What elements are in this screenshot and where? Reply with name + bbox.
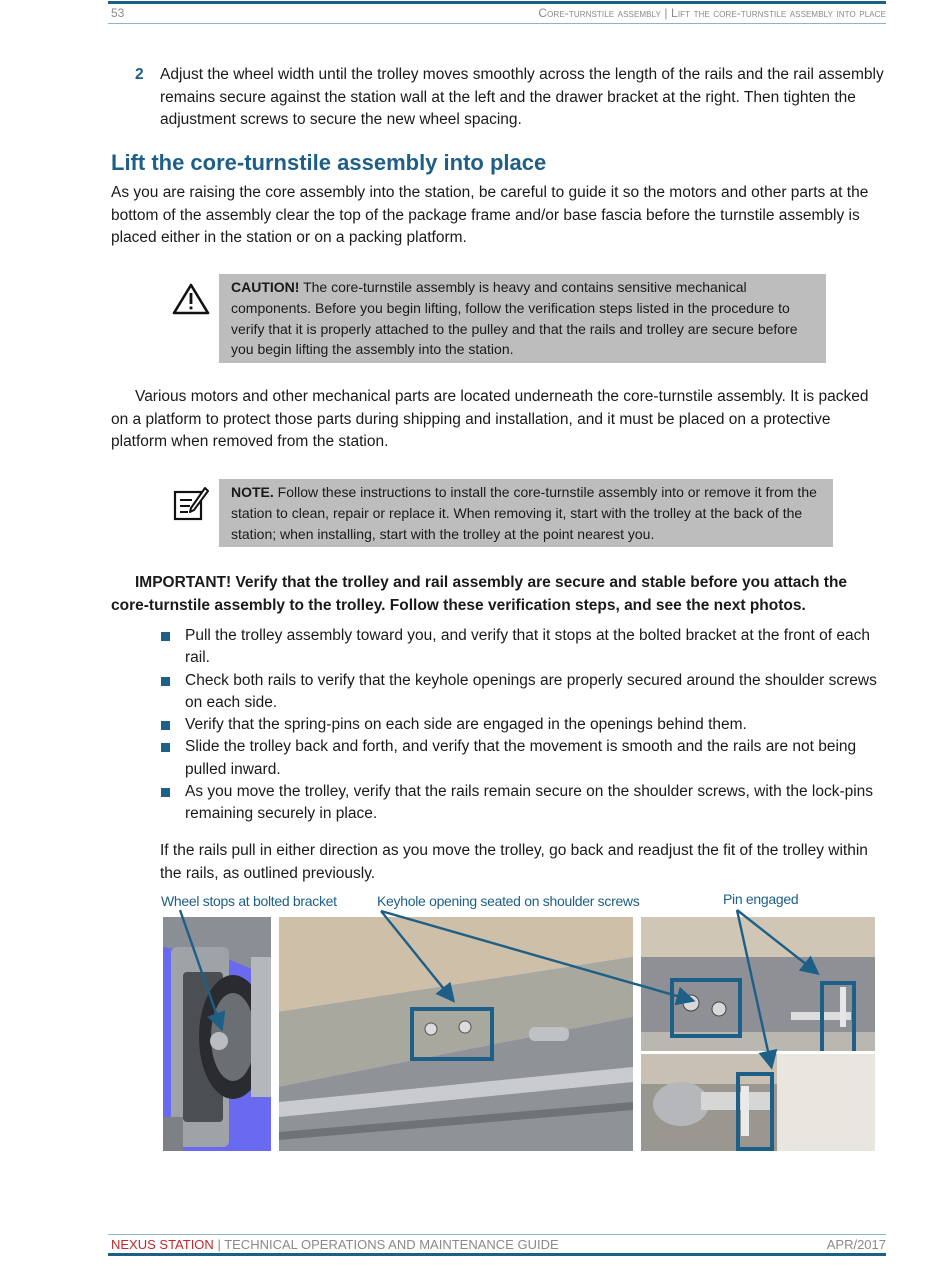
caution-text: The core-turnstile assembly is heavy and contains sensitive mechanical components. Before you begin lifting, follow the verification steps listed in the procedure to verify that it is properly attached to the pulley and that the rails and trolley are secure before you begin lifting the assembly into the station. — [231, 279, 798, 358]
closing-paragraph: If the rails pull in either direction as you move the trolley, go back and readjust the fit of the trolley within the rails, as outlined previously. — [160, 842, 868, 882]
footer-rule — [108, 1253, 886, 1256]
page-number: 53 — [111, 6, 125, 20]
label-pin-engaged: Pin engaged — [723, 891, 799, 907]
note-text: Follow these instructions to install the core-turnstile assembly into or remove it from the station to clean, repair or replace it. When removing it, start with the trolley at the back of the station; when installing, start with the trolley at the point nearest you. — [231, 484, 817, 542]
section-intro: As you are raising the core assembly into the station, be careful to guide it so the motors and other parts at the bottom of the assembly clear the top of the package frame and/or base fascia before the turnstile assembly is placed either in the station or on a packing platform. — [111, 184, 869, 246]
list-item-text: Pull the trolley assembly toward you, and verify that it stops at the bolted bracket at the front of each rail. — [185, 627, 870, 667]
important-statement: IMPORTANT! Verify that the trolley and rail assembly are secure and stable before you attach the core-turnstile assembly to the trolley. Follow these verification steps, and see the next photos. — [111, 574, 848, 614]
footer-brand: NEXUS STATION — [111, 1237, 214, 1252]
footer-title: | TECHNICAL OPERATIONS AND MAINTENANCE GUIDE — [217, 1237, 559, 1252]
list-item-text: Verify that the spring-pins on each side are engaged in the openings behind them. — [185, 716, 747, 734]
running-header-title: Core-turnstile assembly | Lift the core-turnstile assembly into place — [538, 6, 886, 20]
footer-guide-title — [111, 1237, 559, 1252]
footer-thin-rule — [108, 1234, 886, 1235]
list-item-text: As you move the trolley, verify that the rails remain secure on the shoulder screws, with the lock-pins remaining securely in place. — [185, 783, 874, 823]
step-text: Adjust the wheel width until the trolley moves smoothly across the length of the rails and the rail assembly remains secure against the station wall at the left and the drawer bracket at the right. Then tighten the adjustment screws to secure the new wheel spacing. — [160, 66, 884, 128]
label-wheel-stops: Wheel stops at bolted bracket — [161, 893, 337, 909]
section-heading: Lift the core-turnstile assembly into place — [111, 150, 547, 175]
note-label: NOTE. — [231, 484, 274, 500]
label-keyhole: Keyhole opening seated on shoulder screws — [377, 893, 640, 909]
caution-label: CAUTION! — [231, 279, 300, 295]
list-item-text: Slide the trolley back and forth, and verify that the movement is smooth and the rails are not being pulled inward. — [185, 738, 857, 778]
body-paragraph: Various motors and other mechanical parts are located underneath the core-turnstile assembly. It is packed on a platform to protect those parts during shipping and installation, and it must be placed on a protective platform when removed from the station. — [111, 388, 869, 450]
step-number: 2 — [135, 66, 144, 83]
footer-date: APR/2017 — [826, 1237, 886, 1252]
list-item-text: Check both rails to verify that the keyhole openings are properly secured around the shoulder screws on each side. — [185, 671, 877, 711]
